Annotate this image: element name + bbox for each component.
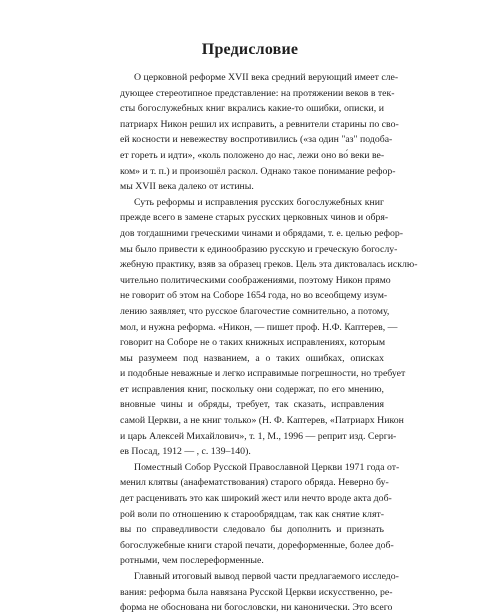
text-line: говорит на Соборе не о таких книжных исправлениях, которым	[120, 337, 386, 349]
text-line: мол, и нужна реформа. «Никон, — пишет проф. Н.Ф. Каптерев, —	[120, 321, 398, 333]
text-line: вновные чины и обряды, требует, так сказать, исправления	[120, 399, 384, 411]
text-line: мы XVII века далеко от истины.	[120, 181, 254, 193]
text-line: Поместный Собор Русской Православной Церкви 1971 года от-	[134, 461, 400, 473]
text-line: вания: реформа была навязана Русской Церкви искусственно, ре-	[120, 586, 393, 598]
page-title: Предисловие	[201, 41, 299, 58]
text-line: ротными, чем послереформенные.	[120, 555, 264, 567]
text-line: дов тогдашними греческими чинами и обрядами, т. е. целью рефор-	[120, 227, 404, 239]
text-line: самой Церкви, а не книг только» (Н. Ф. Каптерев, «Патриарх Никон	[120, 415, 404, 427]
text-line: дет расценивать это как широкий жест или нечто вроде акта доб-	[120, 493, 392, 505]
text-line: не говорит об этом на Соборе 1654 года, но во всеобщему изум-	[120, 290, 388, 302]
body-text	[120, 70, 418, 616]
text-line: сты богослужебных книг вкрались какие-то ошибки, описки, и	[120, 103, 384, 115]
text-line: лению заявляет, что русское благочестие сомнительно, а потому,	[120, 305, 390, 317]
text-line: ев Посад, 1912 — , с. 139–140).	[120, 446, 251, 458]
text-line: Главный итоговый вывод первой части предлагаемого исследо-	[134, 571, 399, 582]
text-line: рой воли по отношению к старообрядцам, так как снятие клят-	[120, 508, 384, 520]
text-line: О церковной реформе XVII века средний верующий имеет сле-	[134, 72, 399, 83]
text-line: ет исправления книг, поскольку они содержат, по его мнению,	[120, 383, 384, 395]
text-line: патриарх Никон решил их исправить, а ревнители старины по сво-	[120, 118, 399, 130]
text-line: мы разумеем под названием, а о таких ошибках, описках	[120, 352, 384, 364]
text-line: форма не обоснована ни богословски, ни канонически. Это всего	[120, 602, 393, 614]
text-line: мы было привести к единообразию русскую и греческую богослу-	[120, 243, 398, 255]
text-line: чительно политическими соображениями, поэтому Никон прямо	[120, 274, 391, 286]
text-line: ет гореть и идти», «коль положено до нас, лежи оно во́ веки ве-	[120, 149, 385, 161]
text-line: менил клятвы (анафематствования) старого обряда. Неверно бу-	[120, 477, 389, 489]
text-line: дующее стереотипное представление: на протяжении веков в тек-	[120, 87, 395, 99]
text-line: и царь Алексей Михайлович», т. 1, М., 1996 — реприт изд. Серги-	[120, 430, 397, 442]
text-line: ком» и т. п.) и произошёл раскол. Однако такое понимание рефор-	[120, 165, 396, 177]
text-line: жебную практику, взяв за образец греков. Цель эта диктовалась исклю-	[120, 259, 418, 271]
text-line: ей косности и невежеству воспротивились («за один "аз" подоба-	[120, 134, 393, 146]
text-line: вы по справедливости следовало бы дополнить и признать	[120, 524, 384, 536]
text-line: прежде всего в замене старых русских церковных чинов и обря-	[120, 212, 389, 224]
text-line: богослужебные книги старой печати, дореформенные, более доб-	[120, 539, 394, 551]
text-line: Суть реформы и исправления русских богослужебных книг	[134, 196, 384, 208]
text-line: и подобные неважные и легко исправимые погрешности, но требует	[120, 368, 406, 380]
